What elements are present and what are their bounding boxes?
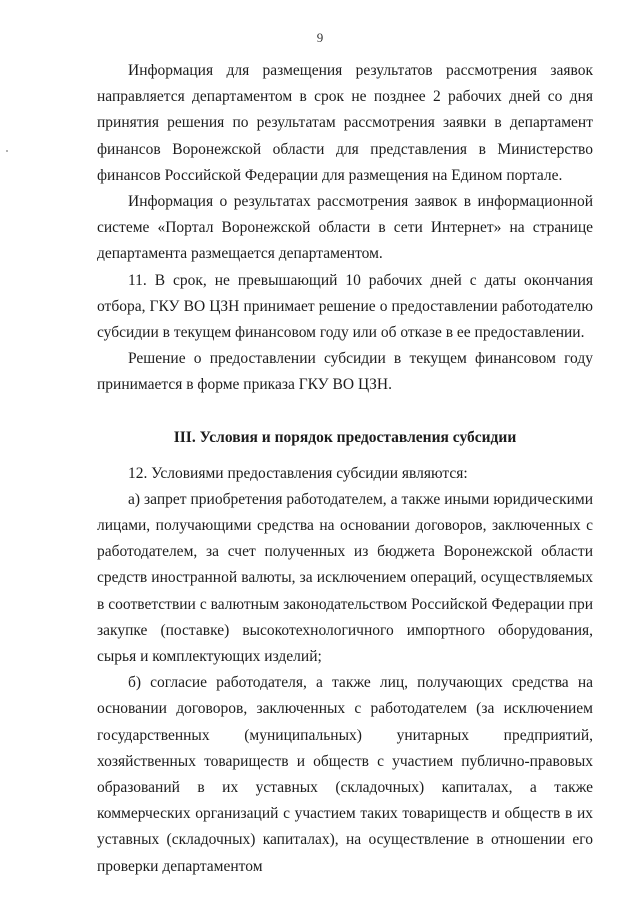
paragraph-item-12: 12. Условиями предоставления субсидии являются: — [128, 464, 468, 482]
paragraph-info-placement: Информация для размещения результатов рассмотрения заявок направляется департаментом в срок не позднее 2 рабочих дней со дня принятия решения по результатам рассмотрения заявки в департамент финансов Воронежской области для представления в Министерство финансов Российской Федерации для размещения на Едином портале. — [97, 62, 593, 184]
document-body — [97, 58, 593, 880]
page-number: 9 — [316, 30, 324, 45]
paragraph-item-11: 11. В срок, не превышающий 10 рабочих дней с даты окончания отбора, ГКУ ВО ЦЗН принимает решение о предоставлении работодателю субсидии в текущем финансовом году или об отказе в ее предоставлении. — [97, 271, 593, 342]
paragraph-condition-b: б) согласие работодателя, а также лиц, получающих средства на основании договоров, заключенных с работодателем (за исключением государственных (муниципальных) унитарных предприятий, хозяйственных товариществ и обществ с участием публично-правовых образований в их уставных (складочных) капиталах, а также коммерческих организаций с участием таких товариществ и обществ в их уставных (складочных) капиталах), на осуществление в отношении его проверки департаментом — [97, 674, 593, 875]
scan-speck — [6, 150, 8, 152]
paragraph-decision-form: Решение о предоставлении субсидии в текущем финансовом году принимается в форме приказа ГКУ ВО ЦЗН. — [97, 350, 593, 394]
paragraph-condition-a: а) запрет приобретения работодателем, а также иными юридическими лицами, получающими средства на основании договоров, заключенных с работодателем, за счет полученных из бюджета Воронежской области средств иностранной валюты, за исключением операций, осуществляемых в соответствии с валютным законодательством Российской Федерации при закупке (поставке) высокотехнологичного импортного оборудования, сырья и комплектующих изделий; — [97, 490, 593, 666]
paragraph-info-portal: Информация о результатах рассмотрения заявок в информационной системе «Портал Воронежской области в сети Интернет» на странице департамента размещается департаментом. — [97, 193, 593, 263]
section-heading: III. Условия и порядок предоставления субсидии — [173, 428, 517, 446]
